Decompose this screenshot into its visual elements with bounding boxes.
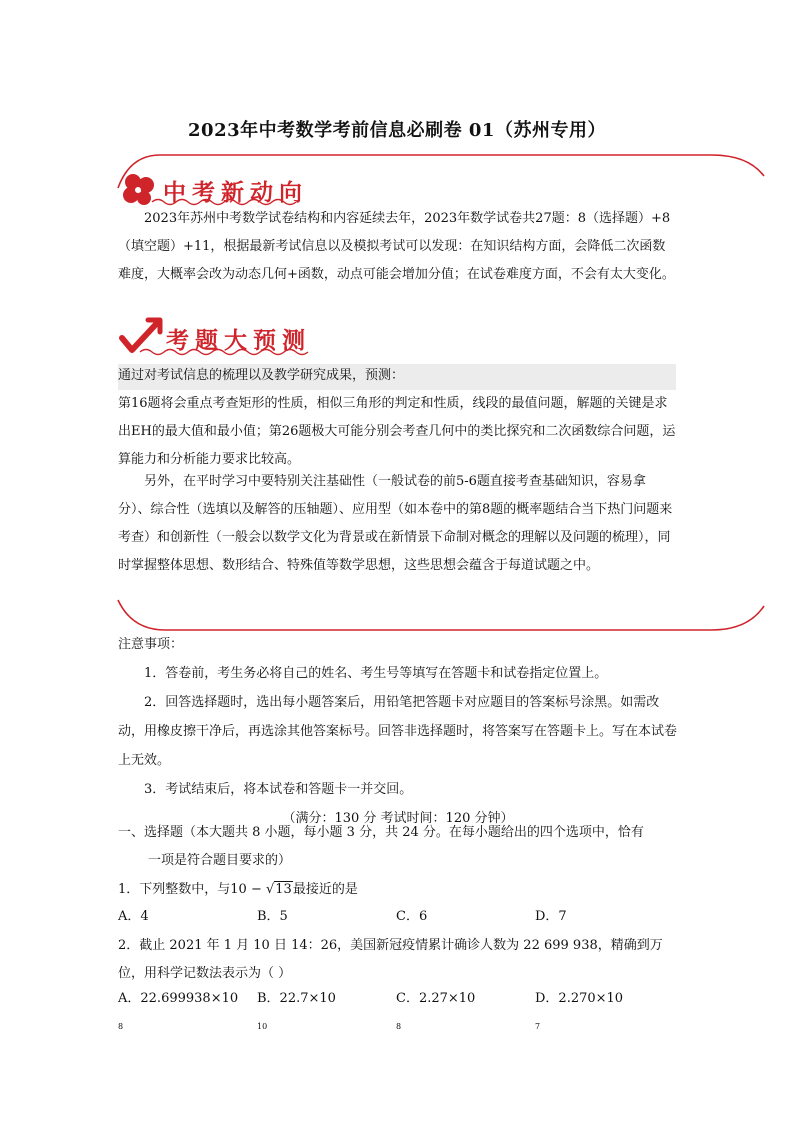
exam-meta: （满分：130 分 考试时间：120 分钟）	[282, 811, 514, 826]
prediction-intro: 通过对考试信息的梳理以及教学研究成果，预测：	[118, 368, 405, 383]
q2-option-c: C．$2.27\times 10^8$	[396, 991, 476, 1031]
q1-radicand: 13	[275, 882, 292, 897]
q1-expression: 10 −	[230, 882, 266, 897]
check-arrow-icon	[118, 316, 164, 356]
prediction-paragraph-1: 第16题将会重点考查矩形的性质，相似三角形的判定和性质，线段的最值问题，解题的关键是求出EH的最大值和最小值；第26题极大可能分别会考查几何中的类比探究和二次函数综合问题，运算能力和分析能力要求比较高。	[118, 396, 676, 467]
q1-options	[118, 903, 678, 931]
question-2: 2．截止 2021 年 1 月 10 日 14：26，美国新冠疫情累计确诊人数为 22 699 938，精确到万位，用科学记数法表示为（ ）	[118, 938, 663, 981]
section-1-heading	[118, 819, 678, 875]
q1-option-b: B．5	[257, 909, 288, 924]
section-heading-prediction: 考题大预测	[166, 328, 311, 354]
prediction-paragraph-2: 另外，在平时学习中要特别关注基础性（一般试卷的前5-6题直接考查基础知识，容易拿分）、综合性（选填以及解答的压轴题）、应用型（如本卷中的第8题的概率题结合当下热门问题来考查）和创新性（一般会以数学文化为背景或在新情景下命制对概念的理解以及问题的梳理），同时掌握整体思想、数形结合、特殊值等数学思想，这些思想会蕴含于每道试题之中。	[118, 474, 673, 573]
notes-label: 注意事项：	[118, 637, 184, 652]
section-1-heading-line: 一、选择题（本大题共 8 小题，每小题 3 分，共 24 分。在每小题给出的四个选项中，恰有	[118, 825, 644, 840]
note-item: 2．回答选择题时，选出每小题答案后，用铅笔把答题卡对应题目的答案标号涂黑。如需改动，用橡皮擦干净后，再选涂其他答案标号。回答非选择题时，将答案写在答题卡上。写在本试卷上无效。	[118, 695, 678, 768]
note-item: 3．考试结束后，将本试卷和答题卡一并交回。	[144, 782, 413, 797]
q1-prefix: 1．下列整数中，与	[118, 882, 231, 897]
page-title: 2023年中考数学考前信息必刷卷 01（苏州专用）	[188, 120, 606, 141]
section-heading-new-trends: 中考新动向	[163, 180, 308, 206]
section-1-heading-line-2: 一项是符合题目要求的）	[148, 853, 292, 868]
clover-icon	[120, 171, 158, 209]
q2-option-a: A．$22.699938\times 10^8$	[118, 991, 239, 1031]
q1-option-a: A．4	[118, 909, 149, 924]
exam-notes	[118, 630, 678, 833]
q2-option-b: B．$22.7\times 10^{10}$	[257, 991, 336, 1031]
q2-option-d: D．$2.270\times 10^7$	[535, 991, 624, 1031]
q1-suffix: 最接近的是	[292, 882, 358, 897]
q1-option-c: C．6	[396, 909, 428, 924]
q1-option-d: D．7	[535, 909, 567, 924]
note-item: 1．答卷前，考生务必将自己的姓名、考生号等填写在答题卡和试卷指定位置上。	[144, 666, 608, 681]
question-1: 1．下列整数中，与10 − √13最接近的是	[118, 882, 358, 897]
q2-options	[118, 985, 678, 1045]
new-trends-text: 2023年苏州中考数学试卷结构和内容延续去年，2023年数学试卷共27题：8（选择题）+8（填空题）+11，根据最新考试信息以及模拟考试可以发现：在知识结构方面，会降低二次函数难度，大概率会改为动态几何+函数，动点可能会增加分值；在试卷难度方面，不会有太大变化。	[118, 211, 675, 282]
